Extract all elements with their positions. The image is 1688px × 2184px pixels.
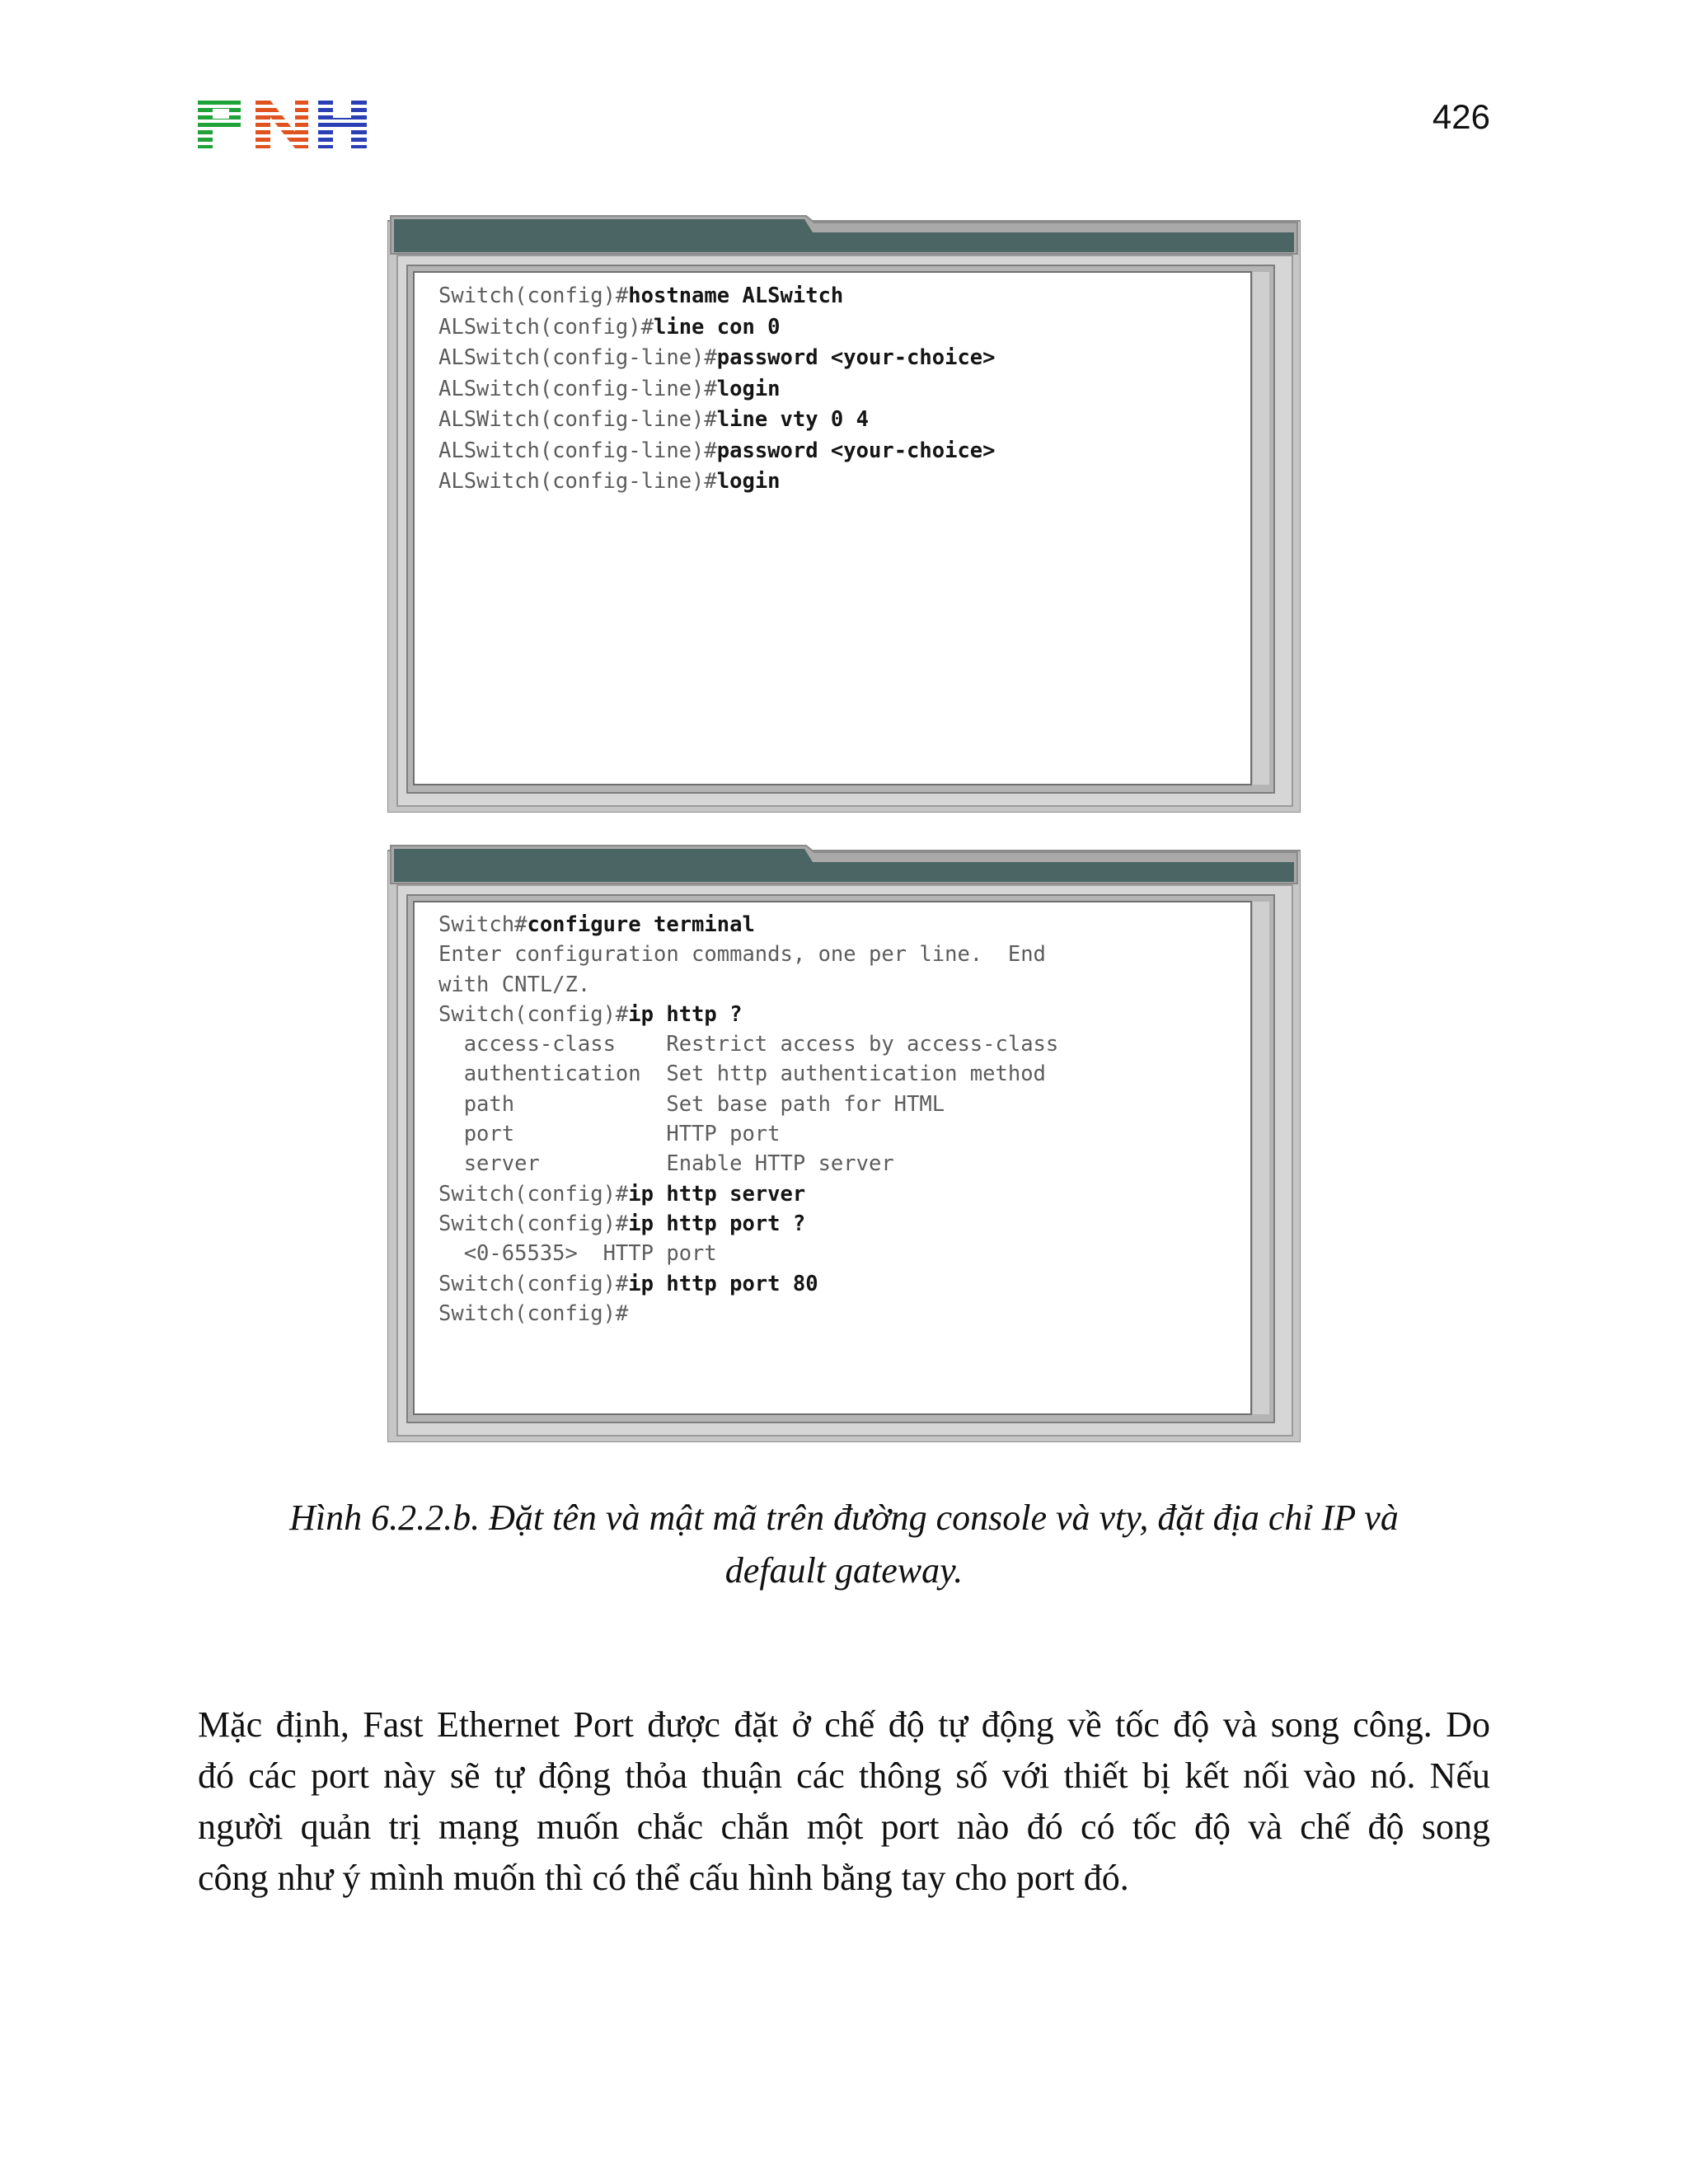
terminal-line: Switch(config)#hostname ALSwitch	[438, 284, 844, 308]
terminal-line: Switch(config)#ip http port ?	[438, 1211, 806, 1236]
terminal-line: access-class Restrict access by access-class	[438, 1032, 1059, 1057]
paragraph-line: đó các port này sẽ tự động thỏa thuận các thông số với thiết bị kết nối vào nó. Nếu	[198, 1755, 1490, 1796]
body-paragraph	[198, 1699, 1490, 1904]
paragraph-line: người quản trị mạng muốn chắc chắn một port nào đó có tốc độ và chế độ song	[198, 1807, 1490, 1847]
caption-line: default gateway.	[724, 1550, 964, 1591]
caption-line: Hình 6.2.2.b. Đặt tên và mật mã trên đường console và vty, đặt địa chỉ IP và	[289, 1497, 1399, 1538]
terminal-line: <0-65535> HTTP port	[438, 1241, 717, 1267]
terminal-line: ALSwitch(config-line)#login	[438, 376, 781, 401]
page-number: 426	[1432, 97, 1490, 136]
terminal-line: port HTTP port	[438, 1122, 781, 1147]
terminal-line: Switch(config)#ip http server	[438, 1181, 806, 1207]
figure-caption	[198, 1492, 1490, 1597]
terminal-line: ALSwitch(config-line)#login	[438, 469, 781, 494]
terminal-line: server Enable HTTP server	[438, 1151, 894, 1177]
terminal-line: ALSwitch(config-line)#password <your-choice>	[438, 438, 996, 463]
terminal-line: Switch#configure terminal	[438, 912, 755, 937]
terminal-window-1	[387, 214, 1301, 813]
terminal-screen-1	[438, 281, 1263, 784]
terminal-line: Switch(config)#ip http ?	[438, 1001, 743, 1027]
terminal-line: with CNTL/Z.	[438, 972, 591, 997]
terminal-line: ALSWitch(config-line)#line vty 0 4	[438, 407, 869, 432]
terminal-window-2	[387, 844, 1301, 1442]
terminal-line: Switch(config)#	[438, 1301, 629, 1326]
pnh-logo	[198, 101, 367, 148]
terminal-line: Enter configuration commands, one per line. End	[438, 942, 1046, 968]
terminal-screen-2	[438, 910, 1263, 1413]
terminal-line: Switch(config)#ip http port 80	[438, 1271, 818, 1296]
terminal-line: ALSwitch(config)#line con 0	[438, 314, 781, 340]
paragraph-line: Mặc định, Fast Ethernet Port được đặt ở chế độ tự động về tốc độ và song công. Do	[198, 1704, 1490, 1745]
paragraph-line: công như ý mình muốn thì có thể cấu hình bằng tay cho port đó.	[198, 1858, 1129, 1898]
terminal-line: path Set base path for HTML	[438, 1091, 945, 1117]
terminal-line: ALSwitch(config-line)#password <your-choice>	[438, 345, 996, 370]
terminal-line: authentication Set http authentication method	[438, 1062, 1046, 1087]
